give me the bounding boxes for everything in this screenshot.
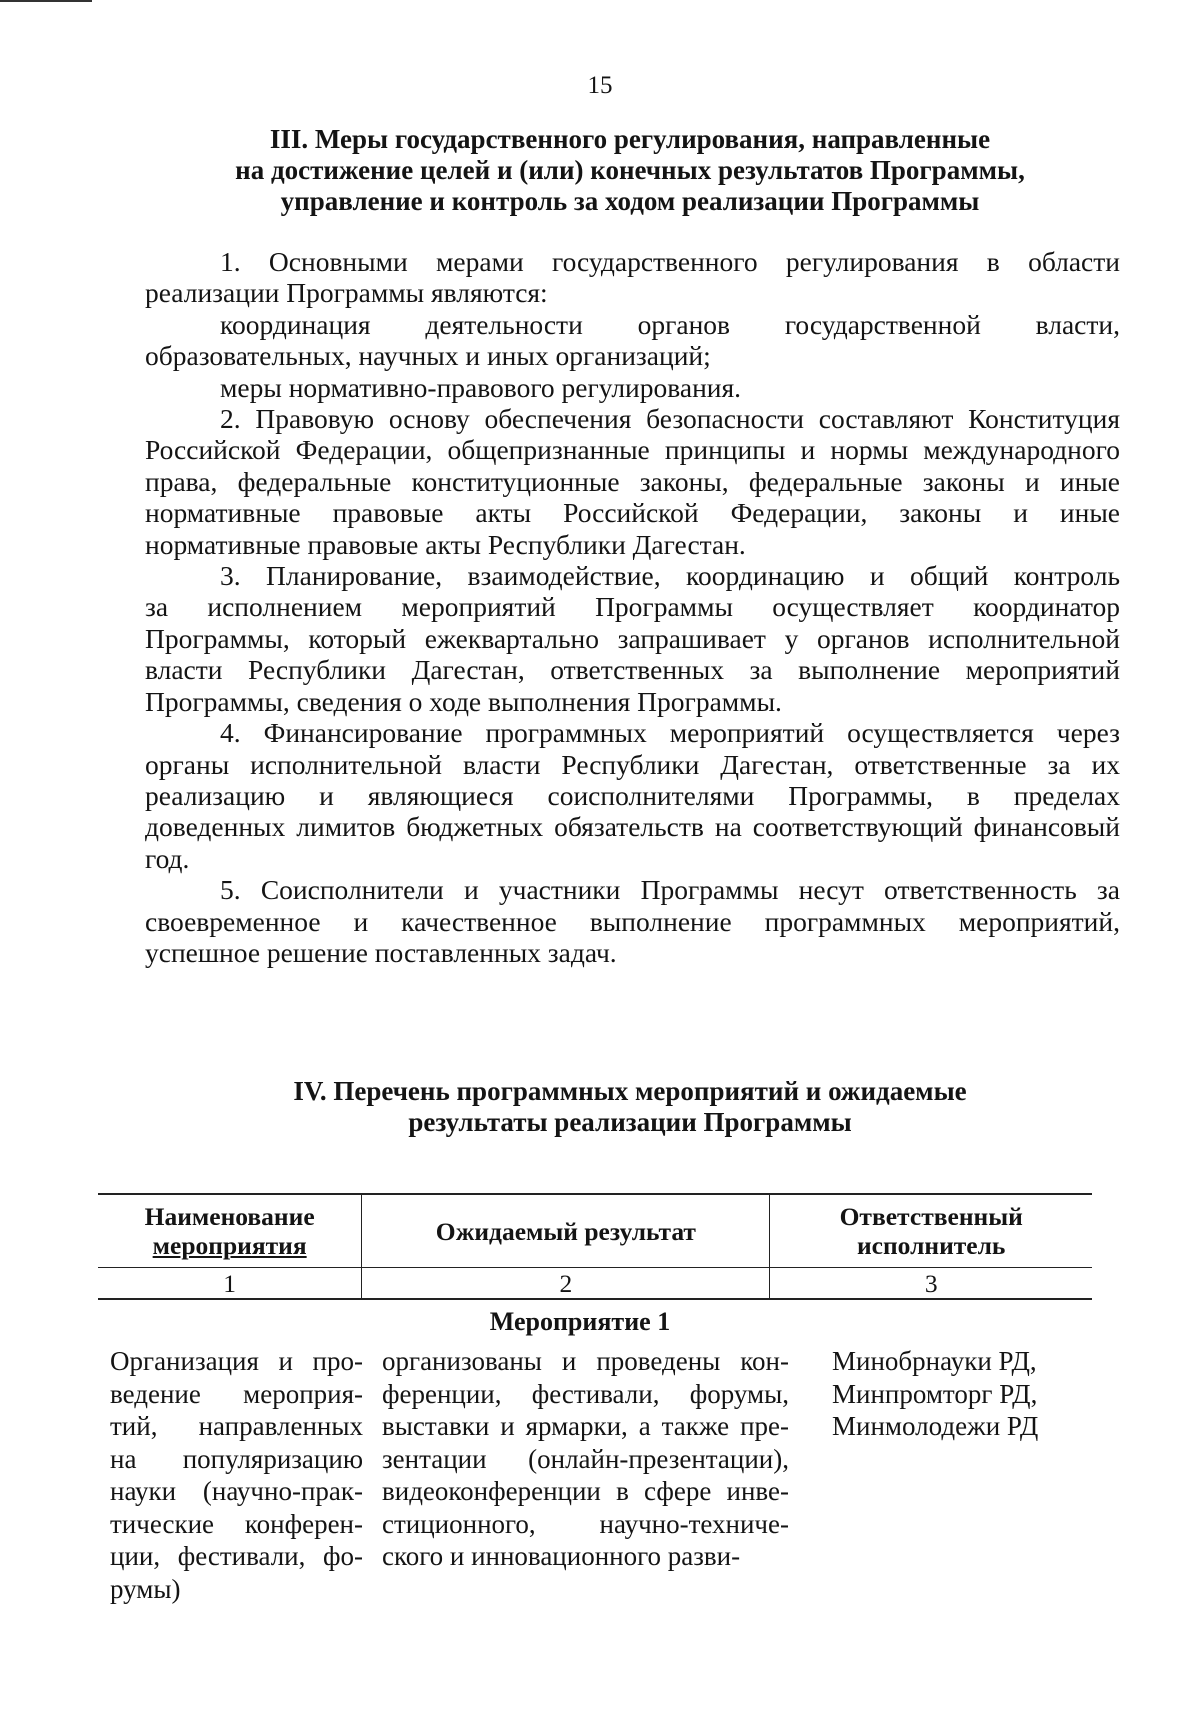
table-header-text: Наименование <box>144 1202 315 1231</box>
event-name-line: тий, направленных <box>110 1411 363 1441</box>
paragraph <box>145 717 1120 874</box>
column-number: 3 <box>770 1268 1092 1300</box>
event-name-line: на популяризацию <box>110 1443 363 1474</box>
table-header-text: Ожидаемый результат <box>435 1216 696 1246</box>
paragraph-line: органы исполнительной власти Республики Дагестан, ответственные за их <box>145 748 1120 780</box>
paragraph-line: доведенных лимитов бюджетных обязательств на соответствующий финансовый <box>145 811 1120 843</box>
paragraph-line: за исполнением мероприятий Программы осуществляет координатор <box>145 591 1120 623</box>
paragraph-line: Программы, который ежеквартально запрашивает у органов исполнительной <box>145 622 1120 654</box>
paragraph-line: год. <box>145 842 190 874</box>
table-header-text: исполнитель <box>856 1231 1006 1260</box>
paragraph-line: нормативные правовые акты Российской Федерации, законы и иные <box>145 497 1120 529</box>
event-name-line: Организация и про- <box>110 1346 363 1376</box>
event-result-line: ского и инновационного разви- <box>382 1541 741 1571</box>
paragraph <box>145 309 1120 372</box>
table-header-event-name <box>98 1194 362 1268</box>
table-header-text: мероприятия <box>152 1231 307 1260</box>
table-header-expected-result <box>362 1194 770 1268</box>
paragraph <box>145 874 1120 968</box>
paragraph <box>145 560 1120 717</box>
paragraph-line: координация деятельности органов государственной власти, <box>220 308 1120 340</box>
paragraph <box>145 246 1120 309</box>
paragraph-line: 3. Планирование, взаимодействие, координацию и общий контроль <box>220 560 1120 592</box>
paragraph-line: 4. Финансирование программных мероприятий осуществляется через <box>220 717 1120 749</box>
paragraph-line: нормативные правовые акты Республики Дагестан. <box>145 528 746 560</box>
paragraph-line: 2. Правовую основу обеспечения безопасности составляют Конституция <box>220 403 1120 435</box>
event-result-line: организованы и проведены кон- <box>382 1346 789 1376</box>
column-number: 2 <box>362 1268 770 1300</box>
section-3-heading-line: III. Меры государственного регулирования, направленные <box>269 124 991 154</box>
page-number: 15 <box>587 72 613 99</box>
paragraph-line: 1. Основными мерами государственного регулирования в области <box>220 246 1120 277</box>
event-executor-line: Минмолодежи РД <box>832 1411 1039 1441</box>
paragraph-line: Программы, сведения о ходе выполнения Программы. <box>145 685 782 717</box>
event-1-name <box>110 1345 363 1605</box>
paragraph-line: своевременное и качественное выполнение программных мероприятий, <box>145 905 1120 937</box>
event-1-title: Мероприятие 1 <box>489 1307 671 1336</box>
event-result-line: стиционного, научно-техниче- <box>382 1508 789 1539</box>
event-name-line: науки (научно-прак- <box>110 1476 363 1506</box>
event-executor-line: Минобрнауки РД, <box>832 1346 1037 1376</box>
section-3-heading-line: на достижение целей и (или) конечных результатов Программы, <box>235 155 1025 185</box>
paragraph-line: успешное решение поставленных задач. <box>145 936 617 968</box>
event-executor-line: Минпромторг РД, <box>832 1378 1038 1409</box>
event-name-line: ведение мероприя- <box>110 1378 363 1409</box>
paragraph-line: 5. Соисполнители и участники Программы несут ответственность за <box>220 874 1120 906</box>
event-result-line: ференции, фестивали, форумы, <box>382 1378 789 1409</box>
event-name-line: румы) <box>110 1573 181 1604</box>
paragraph-line: права, федеральные конституционные законы, федеральные законы и иные <box>145 465 1120 497</box>
section-3-body <box>145 246 1120 968</box>
paragraph-line: реализации Программы являются: <box>145 277 548 309</box>
section-4-heading-line: результаты реализации Программы <box>408 1107 852 1137</box>
paragraph <box>145 403 1120 560</box>
measures-table <box>98 1193 1092 1300</box>
table-header-responsible <box>770 1194 1092 1268</box>
paragraph-line: меры нормативно-правового регулирования. <box>220 371 742 403</box>
paragraph-line: власти Республики Дагестан, ответственных за выполнение мероприятий <box>145 654 1120 686</box>
event-1-result <box>382 1345 789 1573</box>
section-3-heading <box>140 124 1120 217</box>
section-4-heading <box>140 1076 1120 1138</box>
section-4-heading-line: IV. Перечень программных мероприятий и ожидаемые <box>293 1076 967 1106</box>
paragraph-line: реализацию и являющиеся соисполнителями Программы, в пределах <box>145 779 1120 811</box>
event-result-line: выставки и ярмарки, а также пре- <box>382 1411 789 1441</box>
section-3-heading-line: управление и контроль за ходом реализации Программы <box>280 186 980 216</box>
paragraph <box>145 372 1120 403</box>
page-top-rule <box>0 0 92 2</box>
column-number: 1 <box>98 1268 362 1300</box>
paragraph-line: образовательных, научных и иных организаций; <box>145 340 711 372</box>
event-name-line: тические конферен- <box>110 1508 363 1539</box>
event-result-line: зентации (онлайн-презентации), <box>382 1443 789 1474</box>
table-header-row <box>98 1194 1092 1268</box>
event-1-executor <box>832 1345 1072 1443</box>
paragraph-line: Российской Федерации, общепризнанные принципы и нормы международного <box>145 434 1120 466</box>
table-column-number-row <box>98 1268 1092 1300</box>
table-header-text: Ответственный <box>839 1202 1023 1231</box>
event-result-line: видеоконференции в сфере инве- <box>382 1476 789 1506</box>
event-name-line: ции, фестивали, фо- <box>110 1541 363 1571</box>
